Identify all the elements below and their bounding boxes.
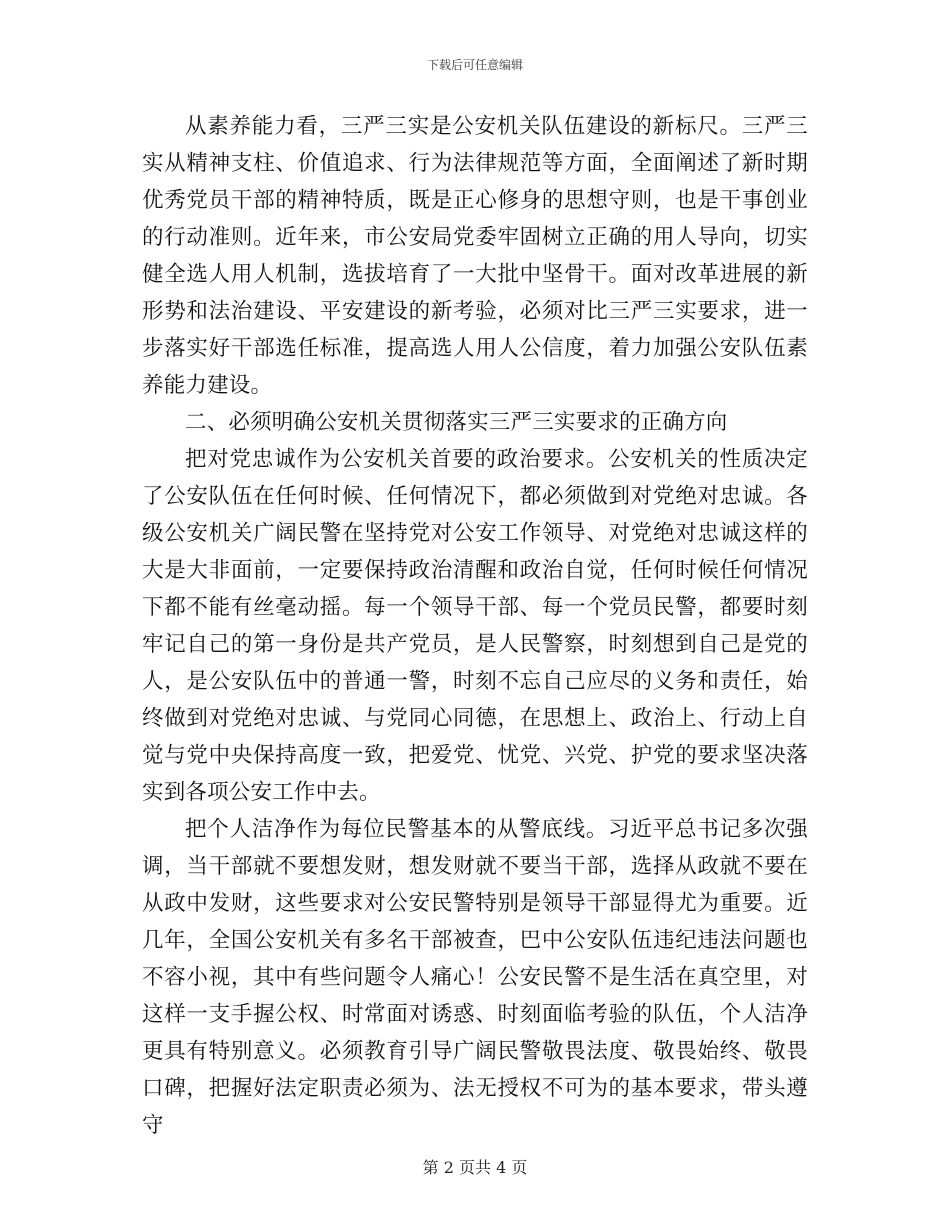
document-body (142, 108, 808, 1144)
section-heading-2: 二、必须明确公安机关贯彻落实三严三实要求的正确方向 (185, 410, 728, 435)
paragraph-literacy-ability: 从素养能力看，三严三实是公安机关队伍建设的新标尺。三严三实从精神支柱、价值追求、行为法律规范等方面，全面阐述了新时期优秀党员干部的精神特质，既是正心修身的思想守则，也是干事创业的行动准则。近年来，市公安局党委牢固树立正确的用人导向，切实健全选人用人机制，选拔培育了一大批中坚骨干。面对改革进展的新形势和法治建设、平安建设的新考验，必须对比三严三实要求，进一步落实好干部选任标准，提高选人用人公信度，着力加强公安队伍素养能力建设。 (142, 114, 808, 398)
page-number: 第 2 页共 4 页 (422, 1158, 528, 1177)
paragraph-loyalty: 把对党忠诚作为公安机关首要的政治要求。公安机关的性质决定了公安队伍在任何时候、任何情况下，都必须做到对党绝对忠诚。各级公安机关广阔民警在坚持党对公安工作领导、对党绝对忠诚这样的大是大非面前，一定要保持政治清醒和政治自觉，任何时候任何情况下都不能有丝毫动摇。每一个领导干部、每一个党员民警，都要时刻牢记自己的第一身份是共产党员，是人民警察，时刻想到自己是党的人，是公安队伍中的普通一警，时刻不忘自己应尽的义务和责任，始终做到对党绝对忠诚、与党同心同德，在思想上、政治上、行动上自觉与党中央保持高度一致，把爱党、忧党、兴党、护党的要求坚决落实到各项公安工作中去。 (142, 447, 808, 805)
paragraph-integrity: 把个人洁净作为每位民警基本的从警底线。习近平总书记多次强调，当干部就不要想发财，想发财就不要当干部，选择从政就不要在从政中发财，这些要求对公安民警特别是领导干部显得尤为重要。近几年，全国公安机关有多名干部被查，巴中公安队伍违纪违法问题也不容小视，其中有些问题令人痛心！公安民警不是生活在真空里，对这样一支手握公权、时常面对诱惑、时刻面临考验的队伍，个人洁净更具有特别意义。必须教育引导广阔民警敬畏法度、敬畏始终、敬畏口碑，把握好法定职责必须为、法无授权不可为的基本要求，带头遵守 (142, 817, 808, 1138)
page-header: 下载后可任意编辑 (426, 58, 523, 72)
